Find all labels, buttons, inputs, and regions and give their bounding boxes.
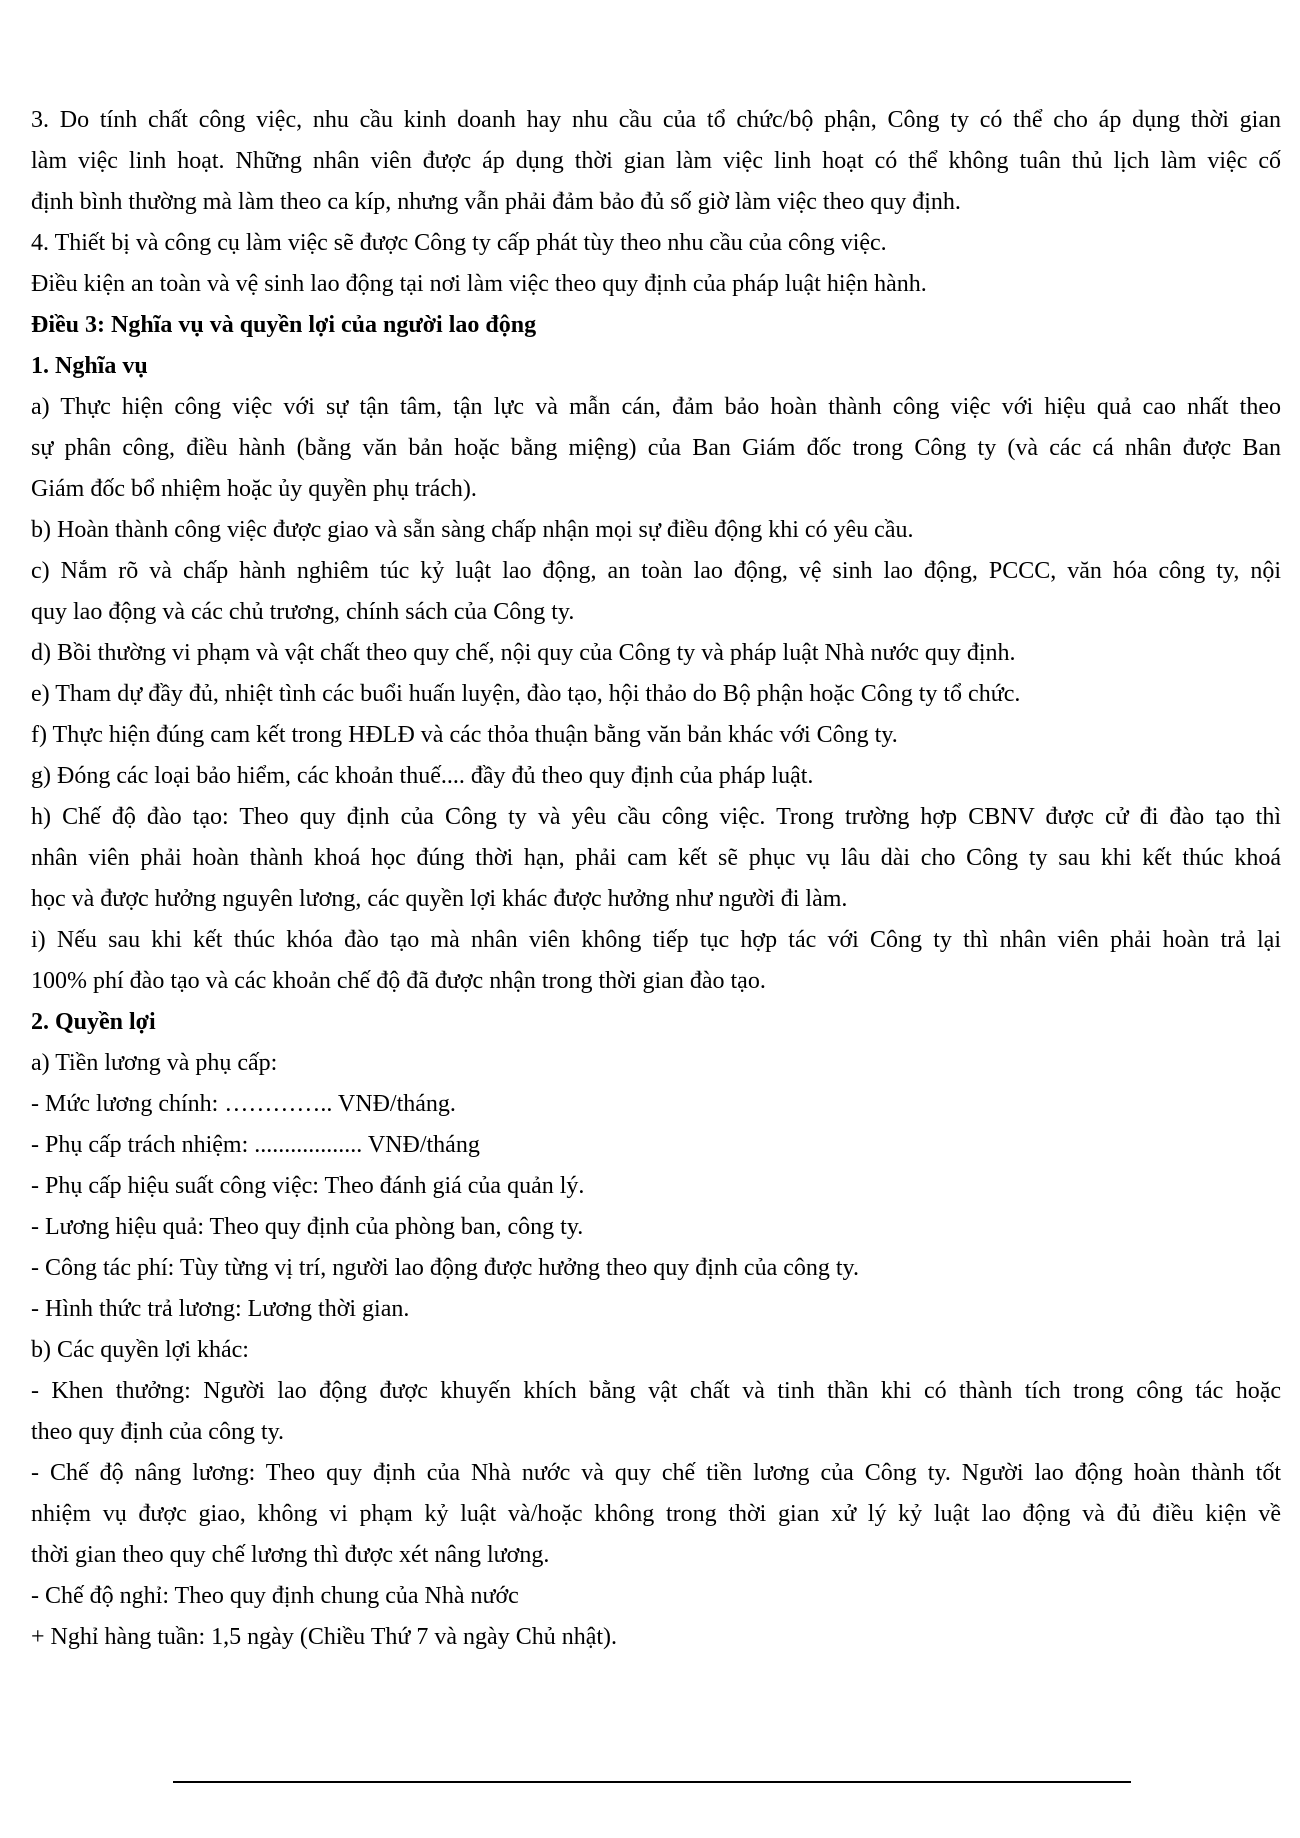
- text-line: - Chế độ nghỉ: Theo quy định chung của Nhà nước: [31, 1583, 519, 1609]
- text-line: - Khen thưởng: Người lao động được khuyến khích bằng vật chất và tinh thần khi có thành tích trong công tác hoặc: [31, 1378, 1281, 1404]
- text-line: định bình thường mà làm theo ca kíp, nhưng vẫn phải đảm bảo đủ số giờ làm việc theo quy định.: [31, 189, 961, 215]
- text-line: - Mức lương chính: ………….. VNĐ/tháng.: [31, 1091, 456, 1117]
- text-line: thời gian theo quy chế lương thì được xét nâng lương.: [31, 1542, 550, 1568]
- text-line: theo quy định của công ty.: [31, 1419, 285, 1445]
- text-line: f) Thực hiện đúng cam kết trong HĐLĐ và các thỏa thuận bằng văn bản khác với Công ty.: [31, 722, 898, 748]
- text-line: học và được hưởng nguyên lương, các quyền lợi khác được hưởng như người đi làm.: [31, 886, 848, 912]
- footer-divider: [173, 1781, 1131, 1783]
- text-line: h) Chế độ đào tạo: Theo quy định của Công ty và yêu cầu công việc. Trong trường hợp CBNV được cử đi đào tạo thì: [31, 804, 1281, 830]
- text-line: Giám đốc bổ nhiệm hoặc ủy quyền phụ trách).: [31, 476, 477, 502]
- text-line: làm việc linh hoạt. Những nhân viên được áp dụng thời gian làm việc linh hoạt có thể không tuân thủ lịch làm việc cố: [31, 148, 1281, 174]
- section-heading: 1. Nghĩa vụ: [31, 353, 148, 379]
- document-page: [31, 100, 1281, 1658]
- text-line: - Phụ cấp hiệu suất công việc: Theo đánh giá của quản lý.: [31, 1173, 585, 1199]
- text-line: nhân viên phải hoàn thành khoá học đúng thời hạn, phải cam kết sẽ phục vụ lâu dài cho Công ty sau khi kết thúc khoá: [31, 845, 1281, 871]
- section-heading: 2. Quyền lợi: [31, 1009, 156, 1035]
- text-line: 100% phí đào tạo và các khoản chế độ đã được nhận trong thời gian đào tạo.: [31, 968, 766, 994]
- text-line: 3. Do tính chất công việc, nhu cầu kinh doanh hay nhu cầu của tổ chức/bộ phận, Công ty có thể cho áp dụng thời gian: [31, 107, 1281, 133]
- text-line: b) Các quyền lợi khác:: [31, 1337, 249, 1363]
- text-line: 4. Thiết bị và công cụ làm việc sẽ được Công ty cấp phát tùy theo nhu cầu của công việc.: [31, 230, 887, 256]
- text-line: c) Nắm rõ và chấp hành nghiêm túc kỷ luật lao động, an toàn lao động, vệ sinh lao động, PCCC, văn hóa công ty, nội: [31, 558, 1281, 584]
- text-line: a) Tiền lương và phụ cấp:: [31, 1050, 278, 1076]
- text-line: - Chế độ nâng lương: Theo quy định của Nhà nước và quy chế tiền lương của Công ty. Người lao động hoàn thành tốt: [31, 1460, 1281, 1486]
- text-line: g) Đóng các loại bảo hiểm, các khoản thuế.... đầy đủ theo quy định của pháp luật.: [31, 763, 814, 789]
- text-line: d) Bồi thường vi phạm và vật chất theo quy chế, nội quy của Công ty và pháp luật Nhà nước quy định.: [31, 640, 1016, 666]
- text-line: - Hình thức trả lương: Lương thời gian.: [31, 1296, 410, 1322]
- text-line: e) Tham dự đầy đủ, nhiệt tình các buổi huấn luyện, đào tạo, hội thảo do Bộ phận hoặc Công ty tổ chức.: [31, 681, 1021, 707]
- text-line: a) Thực hiện công việc với sự tận tâm, tận lực và mẫn cán, đảm bảo hoàn thành công việc với hiệu quả cao nhất theo: [31, 394, 1281, 420]
- text-line: - Lương hiệu quả: Theo quy định của phòng ban, công ty.: [31, 1214, 584, 1240]
- text-line: - Phụ cấp trách nhiệm: .................. VNĐ/tháng: [31, 1132, 480, 1158]
- text-line: + Nghỉ hàng tuần: 1,5 ngày (Chiều Thứ 7 và ngày Chủ nhật).: [31, 1624, 618, 1650]
- text-line: quy lao động và các chủ trương, chính sách của Công ty.: [31, 599, 575, 625]
- section-heading: Điều 3: Nghĩa vụ và quyền lợi của người lao động: [31, 312, 537, 338]
- text-line: Điều kiện an toàn và vệ sinh lao động tại nơi làm việc theo quy định của pháp luật hiện hành.: [31, 271, 927, 297]
- text-line: sự phân công, điều hành (bằng văn bản hoặc bằng miệng) của Ban Giám đốc trong Công ty (và các cá nhân được Ban: [31, 435, 1281, 461]
- text-line: nhiệm vụ được giao, không vi phạm kỷ luật và/hoặc không trong thời gian xử lý kỷ luật lao động và đủ điều kiện về: [31, 1501, 1281, 1527]
- text-line: b) Hoàn thành công việc được giao và sẵn sàng chấp nhận mọi sự điều động khi có yêu cầu.: [31, 517, 914, 543]
- text-line: i) Nếu sau khi kết thúc khóa đào tạo mà nhân viên không tiếp tục hợp tác với Công ty thì nhân viên phải hoàn trả lại: [31, 927, 1281, 953]
- text-line: - Công tác phí: Tùy từng vị trí, người lao động được hưởng theo quy định của công ty.: [31, 1255, 859, 1281]
